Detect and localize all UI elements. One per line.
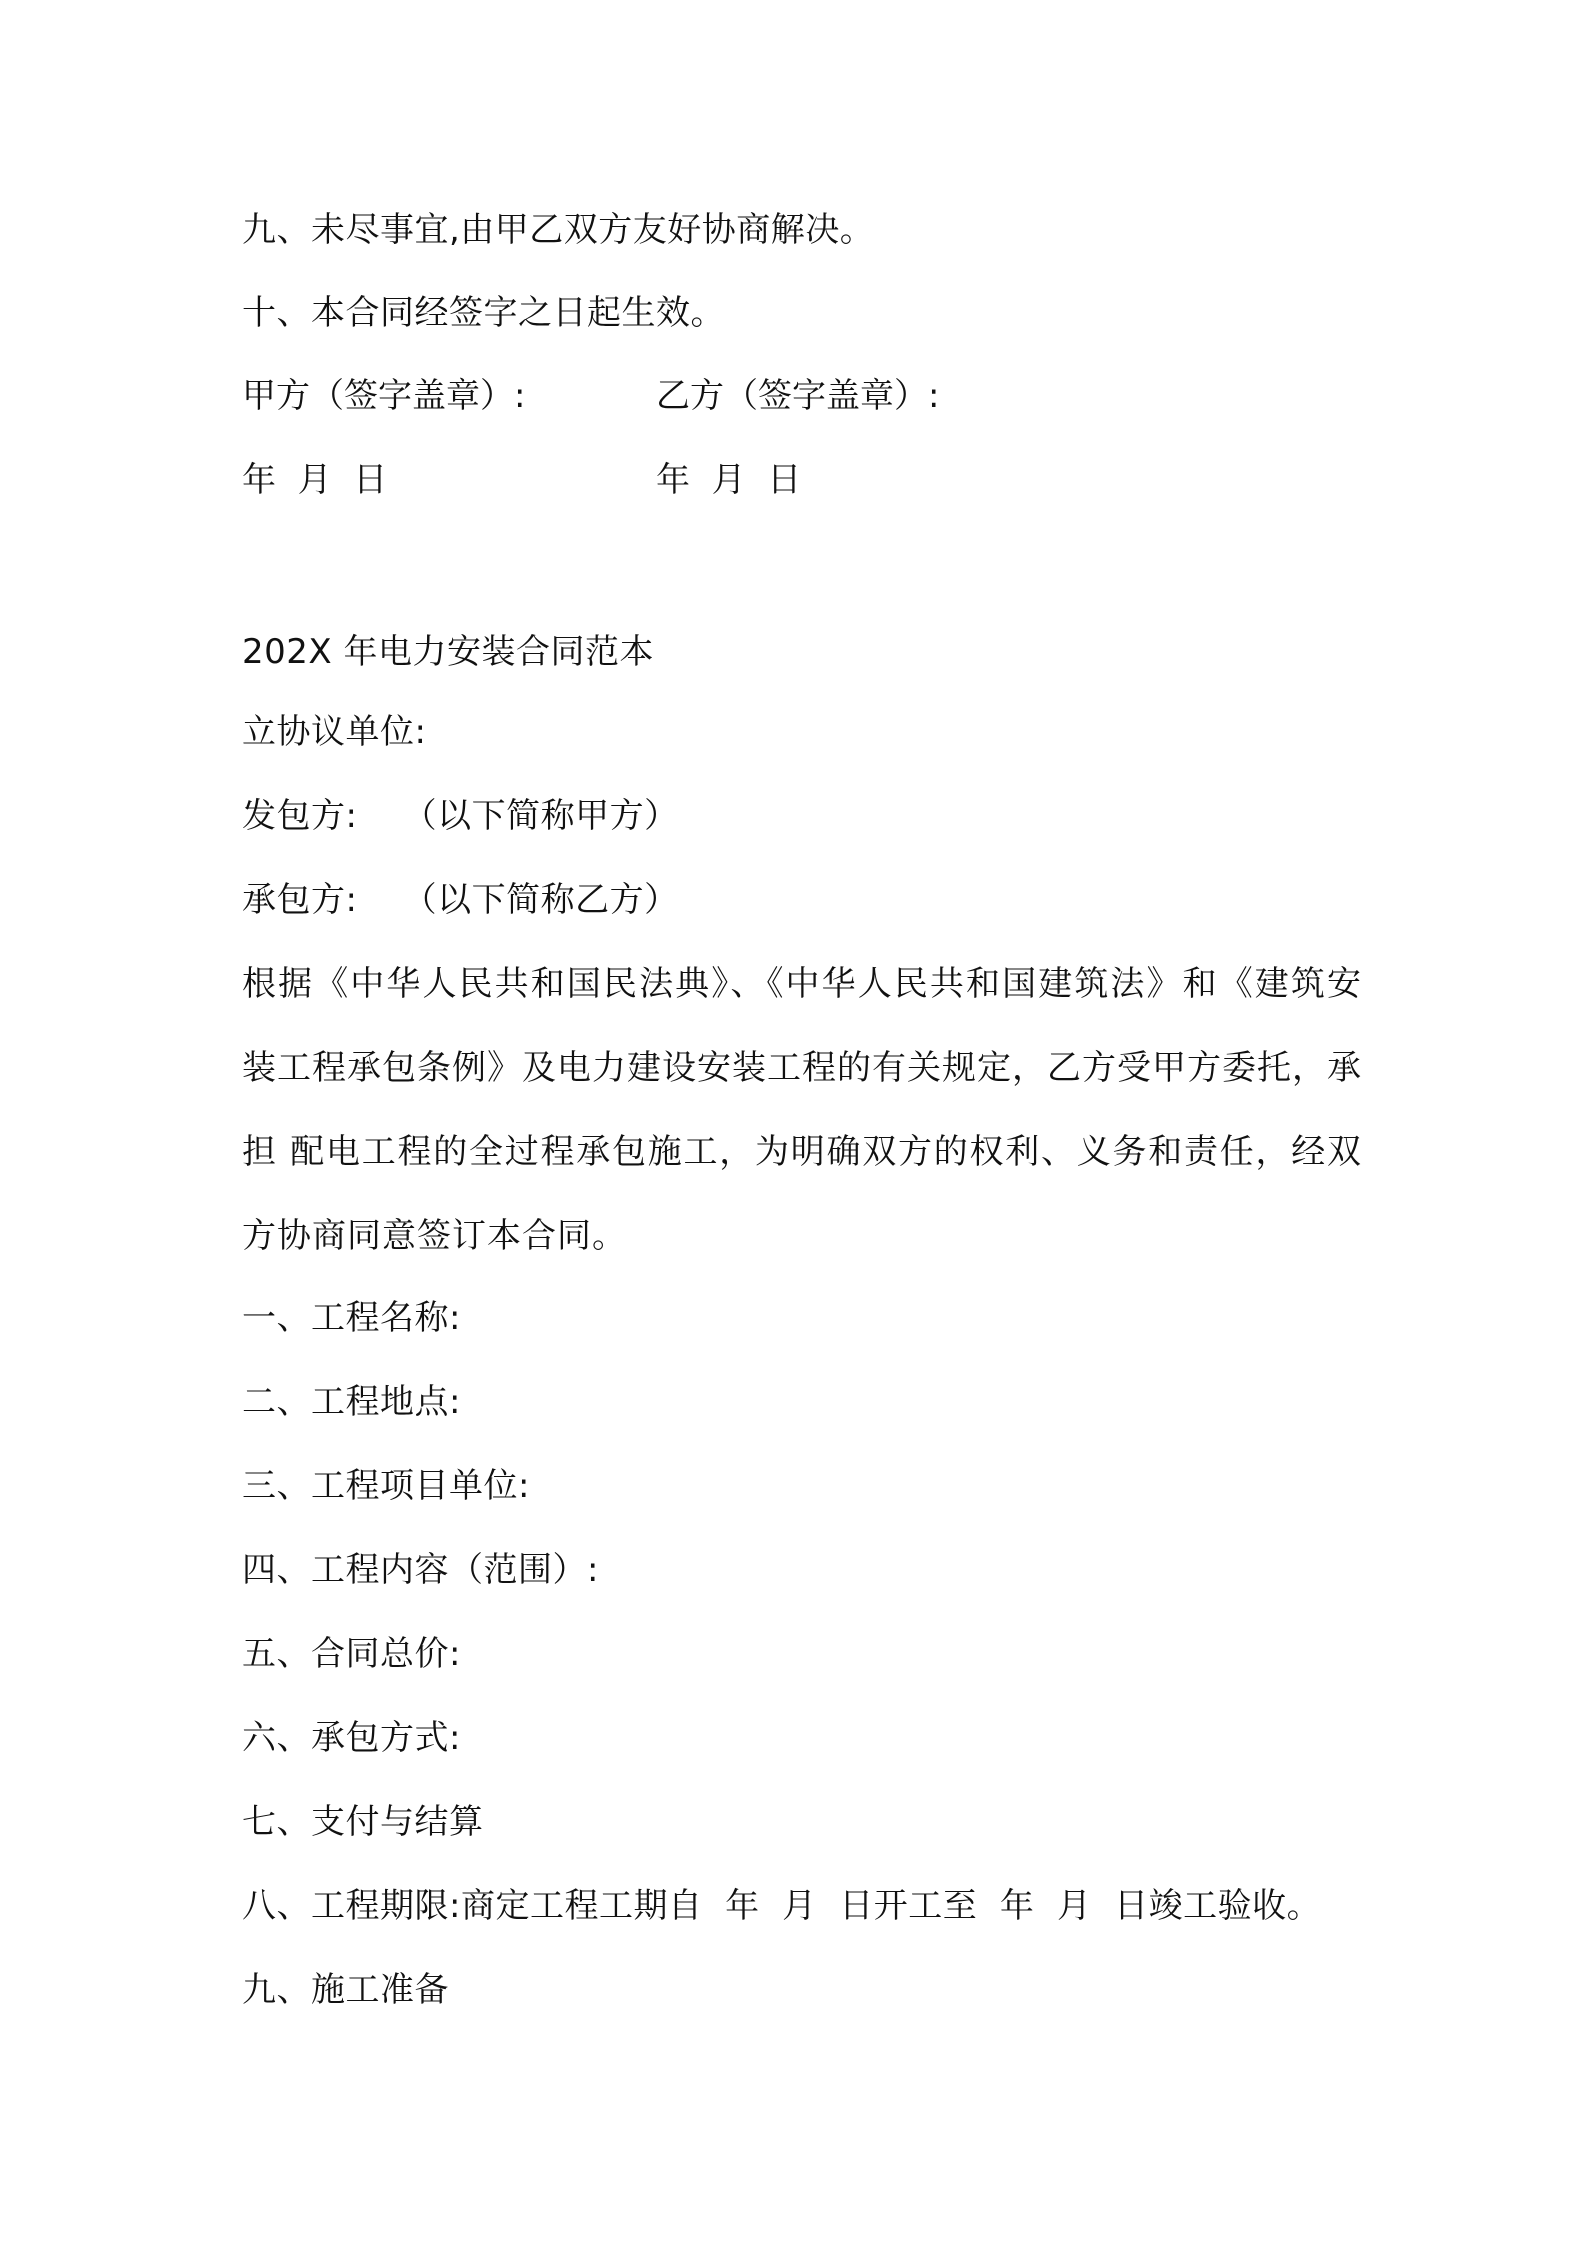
clause-total-price: 五、合同总价:: [242, 1634, 461, 1674]
clause-project-unit: 三、工程项目单位:: [242, 1466, 530, 1506]
clause-10-effective-date: 十、本合同经签字之日起生效。: [242, 293, 725, 333]
clause-project-location: 二、工程地点:: [242, 1382, 461, 1422]
party-b-signature-label: 乙方（签字盖章）:: [656, 376, 940, 416]
clause-contract-method: 六、承包方式:: [242, 1718, 461, 1758]
clause-project-name: 一、工程名称:: [242, 1298, 461, 1338]
employer-line: 发包方: （以下简称甲方）: [242, 796, 679, 836]
party-a-signature-label: 甲方（签字盖章）:: [242, 376, 526, 416]
party-a-date-label: 年 月 日: [242, 460, 388, 500]
clause-construction-prep: 九、施工准备: [242, 1970, 449, 2010]
preamble-paragraph: 根据《中华人民共和国民法典》、《中华人民共和国建筑法》和《建筑安装工程承包条例》及电力建设安装工程的有关规定，乙方受甲方委托，承担 配电工程的全过程承包施工，为明确双方的权利、义务和责任，经双方协商同意签订本合同。: [242, 964, 1362, 1256]
contractor-line: 承包方: （以下简称乙方）: [242, 880, 679, 920]
clause-project-scope: 四、工程内容（范围）:: [242, 1550, 599, 1590]
clause-payment-settlement: 七、支付与结算: [242, 1802, 484, 1842]
contract-title: 202X 年电力安装合同范本: [242, 632, 654, 672]
party-b-date-label: 年 月 日: [656, 460, 802, 500]
clause-project-duration: 八、工程期限:商定工程工期自 年 月 日开工至 年 月 日竣工验收。: [242, 1886, 1322, 1926]
clause-9-unresolved-matters: 九、未尽事宜,由甲乙双方友好协商解决。: [242, 210, 875, 250]
parties-heading: 立协议单位:: [242, 712, 427, 752]
